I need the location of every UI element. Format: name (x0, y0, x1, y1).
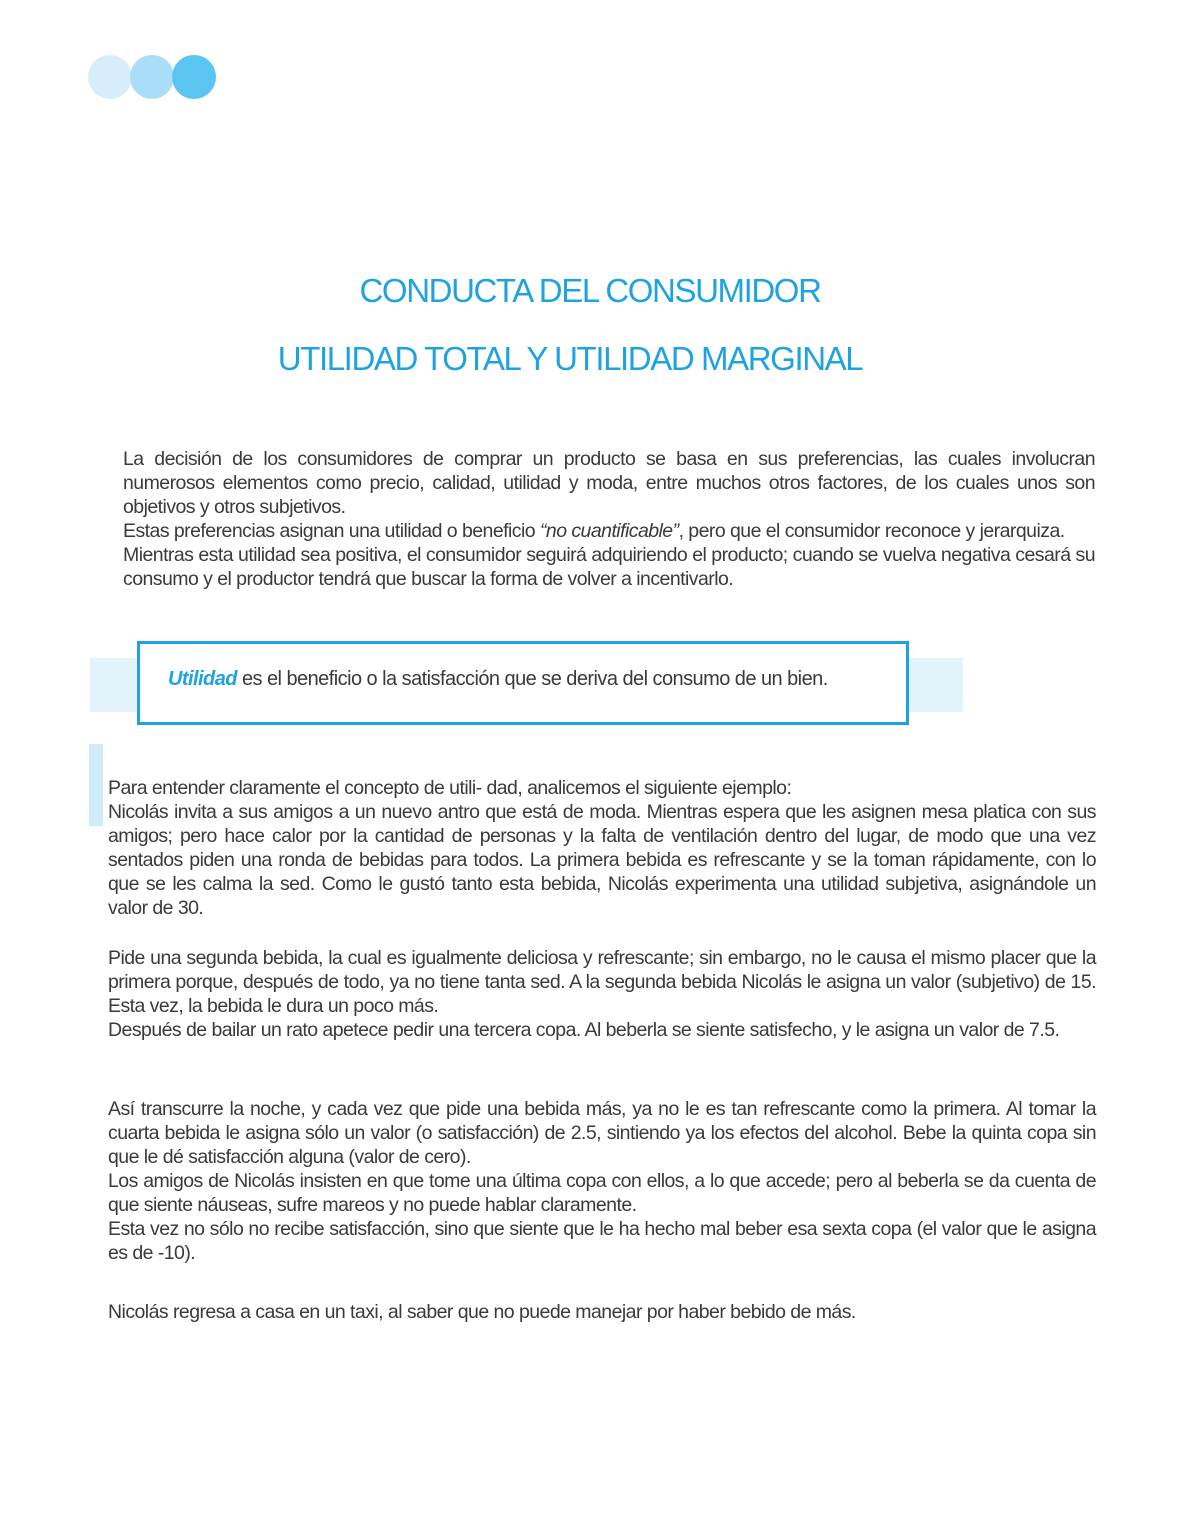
definition-box (137, 641, 909, 725)
section-marker (89, 744, 103, 826)
circle-light (88, 55, 132, 99)
intro-paragraph-1: La decisión de los consumidores de comprar un producto se basa en sus preferencias, las cuales involucran numerosos elementos como precio, calidad, utilidad y moda, entre muchos otros factores, de los cuales unos son objetivos y otros subjetivos. (123, 448, 1095, 518)
example-section-4 (108, 1300, 1096, 1324)
example-paragraph-3: Después de bailar un rato apetece pedir una tercera copa. Al beberla se siente satisfecho, y le asigna un valor de 7.5. (108, 1019, 1060, 1041)
example-paragraph-7: Nicolás regresa a casa en un taxi, al saber que no puede manejar por haber bebido de más. (108, 1301, 856, 1323)
example-section-2 (108, 946, 1096, 1042)
definition-term: Utilidad (168, 668, 237, 690)
example-section-1 (108, 776, 1096, 920)
example-section-3 (108, 1097, 1096, 1265)
circle-dark (172, 55, 216, 99)
intro-paragraph-3: Mientras esta utilidad sea positiva, el consumidor seguirá adquiriendo el producto; cuando se vuelva negativa cesará su consumo y el productor tendrá que buscar la forma de volver a incentivarlo. (123, 544, 1095, 590)
example-paragraph-6: Esta vez no sólo no recibe satisfacción, sino que siente que le ha hecho mal beber esa sexta copa (el valor que le asigna es de -10). (108, 1218, 1096, 1264)
page-subtitle: UTILIDAD TOTAL Y UTILIDAD MARGINAL (277, 340, 863, 377)
example-paragraph-4: Así transcurre la noche, y cada vez que pide una bebida más, ya no le es tan refrescante como la primera. Al tomar la cuarta bebida le asigna sólo un valor (o satisfacción) de 2.5, sintiendo ya los efectos del alcohol. Bebe la quinta copa sin que le dé satisfacción alguna (valor de cero). (108, 1098, 1096, 1168)
decorative-circles (88, 55, 218, 101)
definition-text: Utilidad es el beneficio o la satisfacción que se deriva del consumo de un bien. (168, 668, 828, 690)
page-title: CONDUCTA DEL CONSUMIDOR (359, 272, 821, 309)
intro-section (123, 447, 1095, 591)
emphasis-no-cuantificable: “no cuantificable” (539, 520, 679, 542)
example-paragraph-2: Pide una segunda bebida, la cual es igualmente deliciosa y refrescante; sin embargo, no le causa el mismo placer que la primera porque, después de todo, ya no tiene tanta sed. A la segunda bebida Nicolás le asigna un valor (subjetivo) de 15. Esta vez, la bebida le dura un poco más. (108, 947, 1096, 1017)
intro-paragraph-2: Estas preferencias asignan una utilidad o beneficio “no cuantificable”, pero que el consumidor reconoce y jerarquiza. (123, 520, 1065, 542)
circle-mid (130, 55, 174, 99)
example-intro: Para entender claramente el concepto de utili- dad, analicemos el siguiente ejemplo: (108, 777, 792, 799)
example-paragraph-1: Nicolás invita a sus amigos a un nuevo antro que está de moda. Mientras espera que les asignen mesa platica con sus amigos; pero hace calor por la cantidad de personas y la falta de ventilación dentro del lugar, de modo que una vez sentados piden una ronda de bebidas para todos. La primera bebida es refrescante y se la toman rápidamente, con lo que se les calma la sed. Como le gustó tanto esta bebida, Nicolás experimenta una utilidad subjetiva, asignándole un valor de 30. (108, 801, 1096, 919)
example-paragraph-5: Los amigos de Nicolás insisten en que tome una última copa con ellos, a lo que accede; pero al beberla se da cuenta de que siente náuseas, sufre mareos y no puede hablar claramente. (108, 1170, 1096, 1216)
